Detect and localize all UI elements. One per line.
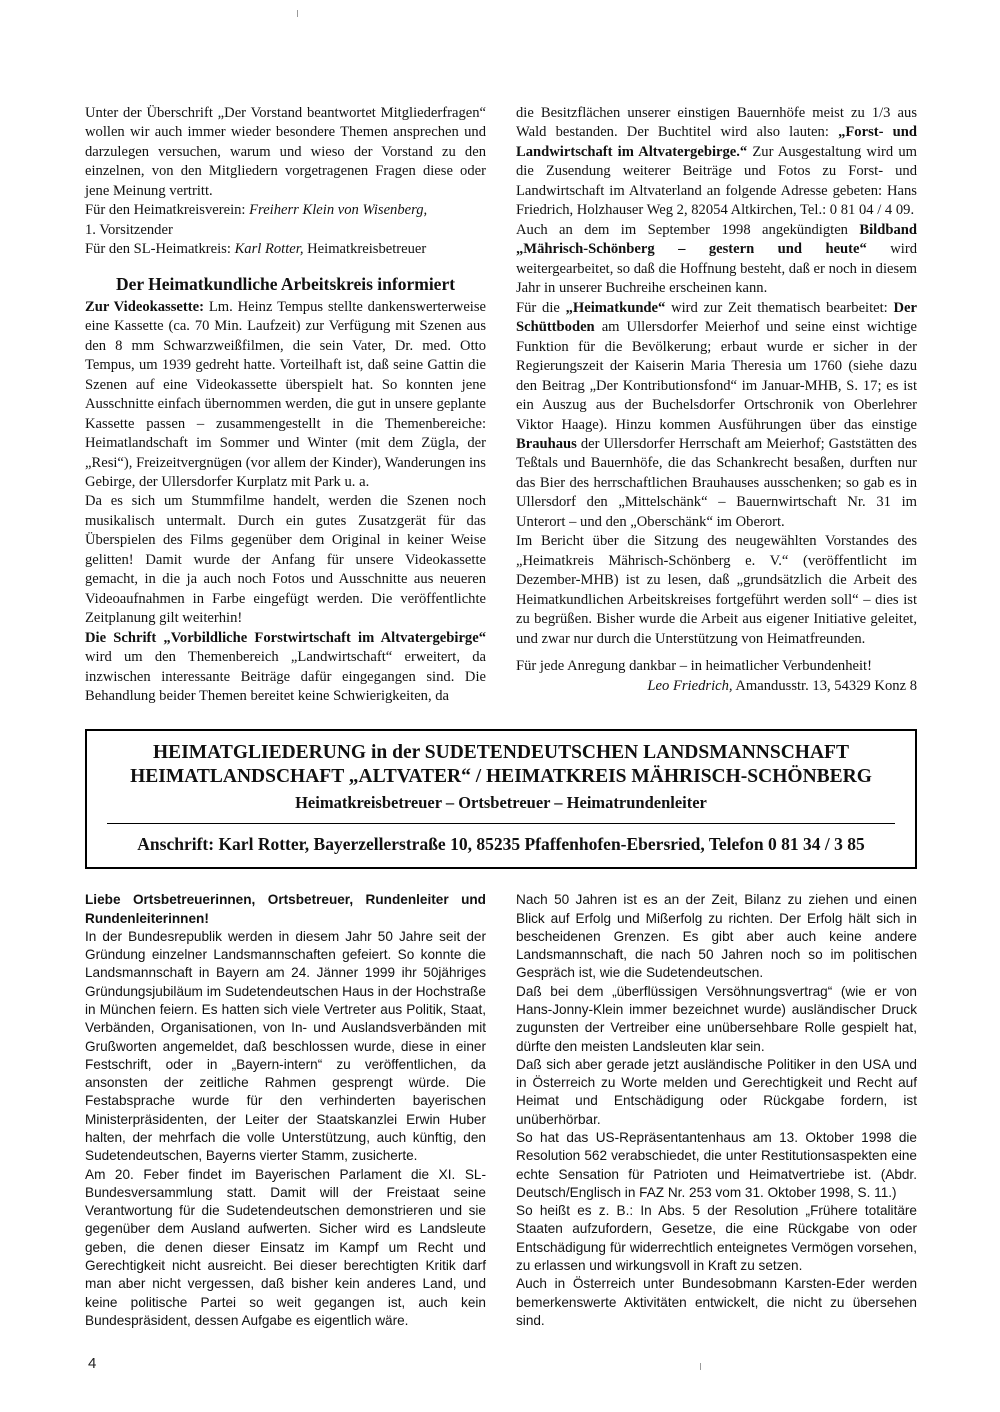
text: die Besitzflächen unserer einstigen Bauernhöfe meist zu 1/3 aus Wald bestanden. Der Buchtitel wird also lauten: bbox=[516, 105, 917, 141]
text: der Ullersdorfer Herrschaft am Meierhof; Gaststätten des Teßtals und Bauernhöfe, die das Schankrecht besaßen, durften nur das Bier des herrschaftlichen Brauhauses ausschenken; so gab es in Ullersdorf den „Mittelschänk“ – Bauernwirtschaft Nr. 31 im Unterort – und den „Oberschänk“ im Oberort. bbox=[516, 435, 917, 530]
paragraph bbox=[85, 629, 486, 707]
page-number: 4 bbox=[88, 1355, 97, 1372]
banner-divider bbox=[107, 823, 895, 824]
paragraph: Für jede Anregung dankbar – in heimatlicher Verbundenheit! bbox=[516, 658, 872, 675]
text: Für den Heimatkreisverein: bbox=[85, 202, 250, 219]
text: Heimatkreisbetreuer bbox=[303, 241, 427, 258]
top-columns bbox=[85, 104, 917, 707]
paragraph bbox=[85, 240, 486, 259]
lower-right-column bbox=[516, 891, 917, 1330]
banner-title-line-2: HEIMATLANDSCHAFT „ALTVATER“ / HEIMATKREIS MÄHRISCH-SCHÖNBERG bbox=[130, 765, 872, 787]
text: Auch an dem im September 1998 angekündigten bbox=[516, 221, 860, 238]
paragraph: Daß sich aber gerade jetzt ausländische Politiker in den USA und in Österreich zu Worte melden und Gerechtigkeit und Recht auf Heimat und Entschädigung oder Rückgabe fordern, ist unüberhörbar. bbox=[516, 1056, 917, 1127]
signature bbox=[516, 677, 917, 696]
paragraph: Auch in Österreich unter Bundesobmann Karsten-Eder werden bemerkenswerte Aktivitäten entwickelt, die nicht zu übersehen sind. bbox=[516, 1276, 917, 1328]
paragraph: Da es sich um Stummfilme handelt, werden die Szenen noch musikalisch untermalt. Durch ein gutes Zusatzgerät für das Überspielen des Films gegenüber dem Original in keiner Weise gelitten! Damit wurde der Anfang für unsere Videokassette gemacht, in die ja auch noch Fotos und Ausschnitte aus neueren Videoaufnahmen in Farbe eingefügt werden. Die veröffentlichte Zeitplanung gilt weiterhin! bbox=[85, 493, 486, 627]
crop-tick-top bbox=[297, 10, 298, 17]
paragraph: So hat das US-Repräsentantenhaus am 13. Oktober 1998 die Resolution 562 verabschiedet, die unter Restitutionsaspekten eine echte Sensation für Patrioten und Heimatvertriebe ist. (Abdr. Deutsch/Englisch in FAZ Nr. 253 vom 31. Oktober 1998, S. 11.) bbox=[516, 1130, 917, 1200]
text: am Ullersdorfer Meierhof und seine einst wichtige Funktion für die Bevölkerung; erbaut wurde er sicher in der Regierungszeit der Kaiserin Maria Theresia um 1760 (siehe dazu den Beitrag „Der Kontributionsfond“ im Januar-MHB, S. 17; es ist ein Auszug aus der Buchelsdorfer Ortschronik von Oberlehrer Viktor Haage). Hinzu kommen Ausführungen über das einstige bbox=[516, 319, 917, 433]
text: wird zur Zeit thematisch bearbeitet: bbox=[665, 299, 894, 316]
text-bold: „Forst- und Landwirtschaft im Altvatergebirge.“ bbox=[516, 124, 917, 160]
lower-left-column bbox=[85, 891, 486, 1330]
paragraph: Unter der Überschrift „Der Vorstand beantwortet Mitgliederfragen“ wollen wir auch immer wieder besondere Themen ansprechen und darzulegen versuchen, warum und wieso der Vorstand zu den einzelnen, von den Mitgliedern vorgetragenen Fragen diese oder jene Meinung vertritt. bbox=[85, 105, 486, 199]
salutation: Liebe Ortsbetreuerinnen, Ortsbetreuer, Rundenleiter und Rundenleiterinnen! bbox=[85, 892, 486, 926]
text-italic: Freiherr Klein von Wisenberg, bbox=[249, 202, 428, 219]
text: Zur Ausgestaltung wird um die Zusendung weiterer Beiträge und Fotos zu Forst- und Landwirtschaft im Altvaterland an folgende Adresse gebeten: Hans Friedrich, Holzhauser Weg 2, 82054 Altkirchen, Tel.: 0 81 04 / 4 09. bbox=[516, 143, 917, 219]
signature-address: Amandusstr. 13, 54329 Konz 8 bbox=[732, 677, 917, 694]
signature-name: Leo Friedrich, bbox=[647, 677, 733, 694]
paragraph: Nach 50 Jahren ist es an der Zeit, Bilanz zu ziehen und einen Blick auf Erfolg und Mißerfolg zu richten. Der Erfolg hält sich in bescheidenen Grenzen. Es gibt aber auch keine andere Landsmannschaft, die nach 50 Jahren noch so im politischen Gespräch ist, wie die Sudetendeutschen. bbox=[516, 892, 917, 981]
paragraph: 1. Vorsitzender bbox=[85, 221, 173, 238]
text-bold: Bildband „Mährisch-Schönberg – gestern und heute“ bbox=[516, 221, 917, 258]
text-bold: Zur Videokassette: bbox=[85, 298, 204, 315]
text-bold: Brauhaus bbox=[516, 435, 577, 452]
banner-address: Anschrift: Karl Rotter, Bayerzellerstraße 10, 85235 Pfaffenhofen-Ebersried, Telefon 0 81 34 / 3 85 bbox=[137, 834, 865, 855]
banner-title-line-1: HEIMATGLIEDERUNG in der SUDETENDEUTSCHEN LANDSMANNSCHAFT bbox=[153, 741, 849, 763]
crop-tick-bottom bbox=[700, 1363, 701, 1370]
paragraph bbox=[85, 298, 486, 493]
text-bold: „Heimatkunde“ bbox=[565, 299, 666, 316]
banner-subtitle: Heimatkreisbetreuer – Ortsbetreuer – Heimatrundenleiter bbox=[295, 793, 707, 813]
paragraph: Im Bericht über die Sitzung des neugewählten Vorstandes des „Heimatkreis Mährisch-Schönberg e. V.“ (veröffentlicht im Dezember-MHB) ist zu lesen, daß „grundsätzlich die Arbeit des Heimatkundlichen Arbeitskreises fortgeführt werden soll“ – dies ist zu begrüßen. Bisher wurde die Arbeit aus eigener Initiative geleitet, und zwar nur durch die Unterstützung von Heimatfreunden. bbox=[516, 533, 917, 647]
paragraph: So heißt es z. B.: In Abs. 5 der Resolution „Frühere totalitäre Staaten aufzufordern, Gesetze, die eine Rückgabe von oder Entschädigung für widerrechtlich enteignetes Vermögen vorsehen, zu erlassen und wirkungsvoll in Kraft zu setzen. bbox=[516, 1203, 917, 1273]
text-bold: Die Schrift „Vorbildliche Forstwirtschaft im Altvatergebirge“ bbox=[85, 629, 486, 646]
text-bold: Der Schüttboden bbox=[516, 299, 917, 336]
paragraph bbox=[85, 201, 486, 220]
text: Für die bbox=[516, 299, 566, 316]
top-left-column bbox=[85, 104, 486, 707]
paragraph: Am 20. Feber findet im Bayerischen Parlament die XI. SL-Bundesversammlung statt. Damit will der Freistaat seine Verantwortung für die Sudetendeutschen demonstrieren und sie gegenüber dem Ausland aufwerten. Sicher wird es Landsleute geben, die denen dieser Einsatz im Kampf um Recht und Gerechtigkeit nicht ausreicht. Bei dieser berechtigten Kritik darf man aber nicht vergessen, daß bisher kein anderes Land, und keine politische Partei so weit gegangen ist, auch kein Bundespräsident, dessen Aufgabe es eigentlich wäre. bbox=[85, 1166, 486, 1328]
paragraph bbox=[516, 299, 917, 533]
text: wird weitergearbeitet, so daß die Hoffnung besteht, daß er noch in diesem Jahr in unserer Buchreihe erscheinen kann. bbox=[516, 241, 917, 297]
paragraph bbox=[516, 104, 917, 221]
spacer bbox=[516, 649, 917, 657]
text: wird um den Themenbereich „Landwirtschaft“ erweitert, da inzwischen interessante Beiträge dafür eingegangen sind. Die Behandlung beider Themen bereitet keine Schwierigkeiten, da bbox=[85, 649, 486, 705]
section-heading: Der Heimatkundliche Arbeitskreis informiert bbox=[115, 273, 456, 294]
paragraph: In der Bundesrepublik werden in diesem Jahr 50 Jahre seit der Gründung einzelner Landsmannschaften gefeiert. So konnte die Landsmannschaft in Bayern am 24. Jänner 1999 ihr 50jähriges Gründungsjubiläum im Sudetendeutschen Haus in der Hochstraße in München feiern. Es hatten sich viele Vertreter aus Politik, Staat, Verbänden, Organisationen, von In- und Auslandsverbänden mit Grußworten angemeldet, daß beschlossen wurde, diese in einer Festschrift, oder in „Bayern-intern“ zu veröffentlichen, da ansonsten der zeitliche Rahmen gesprengt würde. Die Festabsprache wurde für den verhinderten bayerischen Ministerpräsidenten, der Leiter der Staatskanzlei Erwin Huber halten, der mehrfach die volle Unterstützung, auch künftig, den Sudetendeutschen, Bayerns vierter Stamm, zusicherte. bbox=[85, 928, 486, 1164]
organization-banner bbox=[85, 729, 917, 870]
top-right-column bbox=[516, 104, 917, 696]
paragraph: Daß bei dem „überflüssigen Versöhnungsvertrag“ (wie er von Hans-Jonny-Klein immer bezeichnet wurde) ausländischer Druck zugunsten der Vertreiber eine unübersehbare Rolle gespielt hat, dürfte den meisten Landsleuten klar sein. bbox=[516, 983, 917, 1054]
lower-columns bbox=[85, 891, 917, 1330]
page-content bbox=[85, 104, 917, 1330]
text: Lm. Heinz Tempus stellte dankenswerterweise eine Kassette (ca. 70 Min. Laufzeit) zur Verfügung mit Szenen aus den 8 mm Schwarzweißfilmen, die sein Vater, Dr. med. Otto Tempus, um 1939 gedreht hatte. Vorteilhaft ist, daß seine Gattin die Szenen auf eine Videokassette überspielt hat. So konnten jene Ausschnitte einfach übernommen werden, die gut in unsere geplante Kassette passen – zusammengestellt in die Themenbereiche: Heimatlandschaft im Sommer und Winter (mit dem Zügla, der „Resi“), Freizeitvergnügen (vor allem der Kinder), Wanderungen ins Gebirge, der Ullersdorfer Kurplatz mit Park u. a. bbox=[85, 298, 487, 490]
text: Für den SL-Heimatkreis: bbox=[85, 241, 235, 258]
paragraph bbox=[516, 221, 917, 299]
text-italic: Karl Rotter, bbox=[234, 241, 304, 258]
